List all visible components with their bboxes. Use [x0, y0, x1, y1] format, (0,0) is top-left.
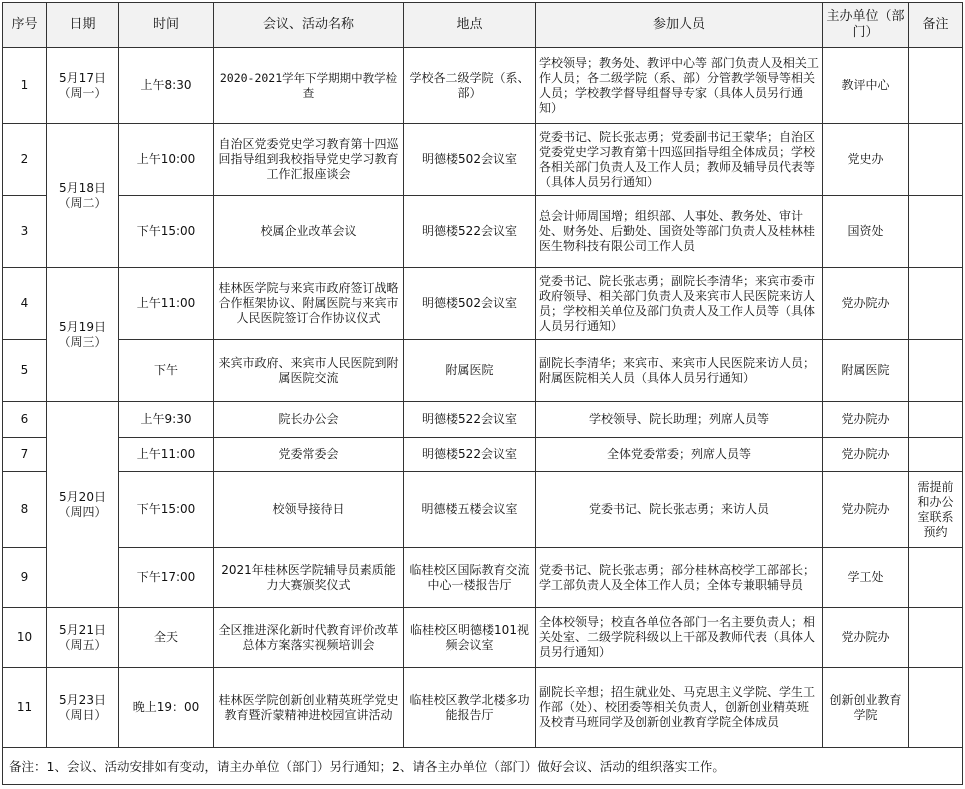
- time-cell: 上午9:30: [119, 402, 214, 438]
- date-cell: 5月19日（周三）: [47, 268, 119, 402]
- row-no: 3: [3, 196, 47, 268]
- date-cell: 5月21日（周五）: [47, 608, 119, 668]
- note-cell: [909, 438, 963, 472]
- event-name-cell: 校领导接待日: [214, 472, 404, 548]
- row-no: 6: [3, 402, 47, 438]
- people-cell: 学校领导；教务处、教评中心等 部门负责人及相关工作人员；各二级学院（系、部）分管教学领导等相关人员；学校教学督导组督导专家（具体人员另行通知）: [536, 48, 823, 124]
- time-cell: 上午8:30: [119, 48, 214, 124]
- note-cell: [909, 196, 963, 268]
- footer-row: [3, 748, 963, 785]
- row-no: 7: [3, 438, 47, 472]
- place-cell: 明德楼522会议室: [404, 438, 536, 472]
- schedule-table: [2, 2, 963, 785]
- host-cell: 党办院办: [823, 268, 909, 340]
- host-cell: 党办院办: [823, 472, 909, 548]
- people-cell: 党委书记、院长张志勇；部分桂林高校学工部部长；学工部负责人及全体工作人员；全体专兼职辅导员: [536, 548, 823, 608]
- people-cell: 党委书记、院长张志勇；来访人员: [536, 472, 823, 548]
- row-no: 11: [3, 668, 47, 748]
- date-cell: 5月18日（周二）: [47, 124, 119, 268]
- table-row: [3, 268, 963, 340]
- event-name-cell: 桂林医学院创新创业精英班学党史教育暨沂蒙精神进校园宣讲活动: [214, 668, 404, 748]
- event-name-cell: 桂林医学院与来宾市政府签订战略合作框架协议、附属医院与来宾市人民医院签订合作协议仪式: [214, 268, 404, 340]
- event-name-cell: 自治区党委党史学习教育第十四巡回指导组到我校指导党史学习教育工作汇报座谈会: [214, 124, 404, 196]
- event-name-cell: 校属企业改革会议: [214, 196, 404, 268]
- col-header-no: 序号: [3, 3, 47, 48]
- col-header-time: 时间: [119, 3, 214, 48]
- host-cell: 创新创业教育学院: [823, 668, 909, 748]
- note-cell: [909, 268, 963, 340]
- host-cell: 教评中心: [823, 48, 909, 124]
- table-row: [3, 48, 963, 124]
- footer-note: 备注：1、会议、活动安排如有变动，请主办单位（部门）另行通知；2、请各主办单位（部门）做好会议、活动的组织落实工作。: [3, 748, 963, 785]
- people-cell: 学校领导、院长助理；列席人员等: [536, 402, 823, 438]
- event-name-cell: 党委常委会: [214, 438, 404, 472]
- place-cell: 明德楼502会议室: [404, 268, 536, 340]
- time-cell: 上午11:00: [119, 438, 214, 472]
- time-cell: 下午15:00: [119, 472, 214, 548]
- table-row: [3, 340, 963, 402]
- people-cell: 副院长李清华；来宾市、来宾市人民医院来访人员；附属医院相关人员（具体人员另行通知）: [536, 340, 823, 402]
- row-no: 10: [3, 608, 47, 668]
- row-no: 4: [3, 268, 47, 340]
- note-cell: [909, 608, 963, 668]
- note-cell: [909, 548, 963, 608]
- host-cell: 学工处: [823, 548, 909, 608]
- time-cell: 晚上19：00: [119, 668, 214, 748]
- place-cell: 临桂校区国际教育交流中心一楼报告厅: [404, 548, 536, 608]
- row-no: 5: [3, 340, 47, 402]
- place-cell: 明德楼522会议室: [404, 196, 536, 268]
- table-row: [3, 608, 963, 668]
- event-name-cell: 全区推进深化新时代教育评价改革总体方案落实视频培训会: [214, 608, 404, 668]
- row-no: 9: [3, 548, 47, 608]
- place-cell: 学校各二级学院（系、部）: [404, 48, 536, 124]
- time-cell: 下午17:00: [119, 548, 214, 608]
- col-header-date: 日期: [47, 3, 119, 48]
- place-cell: 临桂校区明德楼101视频会议室: [404, 608, 536, 668]
- event-name-cell: 2020-2021学年下学期期中教学检查: [214, 48, 404, 124]
- host-cell: 党办院办: [823, 608, 909, 668]
- table-row: [3, 196, 963, 268]
- note-cell: [909, 48, 963, 124]
- time-cell: 下午15:00: [119, 196, 214, 268]
- event-name-cell: 来宾市政府、来宾市人民医院到附属医院交流: [214, 340, 404, 402]
- place-cell: 临桂校区教学北楼多功能报告厅: [404, 668, 536, 748]
- note-cell: [909, 340, 963, 402]
- people-cell: 副院长辛想；招生就业处、马克思主义学院、学生工作部（处）、校团委等相关负责人，创新创业精英班及校青马班同学及创新创业教育学院全体成员: [536, 668, 823, 748]
- col-header-host: 主办单位（部门）: [823, 3, 909, 48]
- table-row: [3, 438, 963, 472]
- host-cell: 党办院办: [823, 438, 909, 472]
- row-no: 8: [3, 472, 47, 548]
- table-row: [3, 124, 963, 196]
- host-cell: 国资处: [823, 196, 909, 268]
- note-cell: 需提前和办公室联系预约: [909, 472, 963, 548]
- people-cell: 党委书记、院长张志勇；副院长李清华；来宾市委市政府领导、相关部门负责人及来宾市人民医院来访人员；学校相关单位及部门负责人及工作人员等（具体人员另行通知）: [536, 268, 823, 340]
- time-cell: 上午10:00: [119, 124, 214, 196]
- date-cell: 5月20日（周四）: [47, 402, 119, 608]
- date-cell: 5月17日（周一）: [47, 48, 119, 124]
- place-cell: 明德楼502会议室: [404, 124, 536, 196]
- people-cell: 全体校领导；校直各单位各部门一名主要负责人；相关处室、二级学院科级以上干部及教师代表（具体人员另行通知）: [536, 608, 823, 668]
- host-cell: 党史办: [823, 124, 909, 196]
- col-header-note: 备注: [909, 3, 963, 48]
- date-cell: 5月23日（周日）: [47, 668, 119, 748]
- people-cell: 党委书记、院长张志勇；党委副书记王蒙华；自治区党委党史学习教育第十四巡回指导组全体成员；学校各相关部门负责人及工作人员；教师及辅导员代表等（具体人员另行通知）: [536, 124, 823, 196]
- event-name-cell: 院长办公会: [214, 402, 404, 438]
- people-cell: 全体党委常委；列席人员等: [536, 438, 823, 472]
- table-row: [3, 402, 963, 438]
- col-header-people: 参加人员: [536, 3, 823, 48]
- row-no: 1: [3, 48, 47, 124]
- table-row: [3, 472, 963, 548]
- people-cell: 总会计师周国增；组织部、人事处、教务处、审计处、财务处、后勤处、国资处等部门负责人及桂林桂医生物科技有限公司工作人员: [536, 196, 823, 268]
- header-row: [3, 3, 963, 48]
- table-row: [3, 668, 963, 748]
- time-cell: 下午: [119, 340, 214, 402]
- host-cell: 附属医院: [823, 340, 909, 402]
- table-row: [3, 548, 963, 608]
- time-cell: 上午11:00: [119, 268, 214, 340]
- event-name-cell: 2021年桂林医学院辅导员素质能力大赛颁奖仪式: [214, 548, 404, 608]
- row-no: 2: [3, 124, 47, 196]
- host-cell: 党办院办: [823, 402, 909, 438]
- place-cell: 明德楼五楼会议室: [404, 472, 536, 548]
- note-cell: [909, 402, 963, 438]
- note-cell: [909, 668, 963, 748]
- place-cell: 附属医院: [404, 340, 536, 402]
- time-cell: 全天: [119, 608, 214, 668]
- col-header-place: 地点: [404, 3, 536, 48]
- note-cell: [909, 124, 963, 196]
- col-header-name: 会议、活动名称: [214, 3, 404, 48]
- place-cell: 明德楼522会议室: [404, 402, 536, 438]
